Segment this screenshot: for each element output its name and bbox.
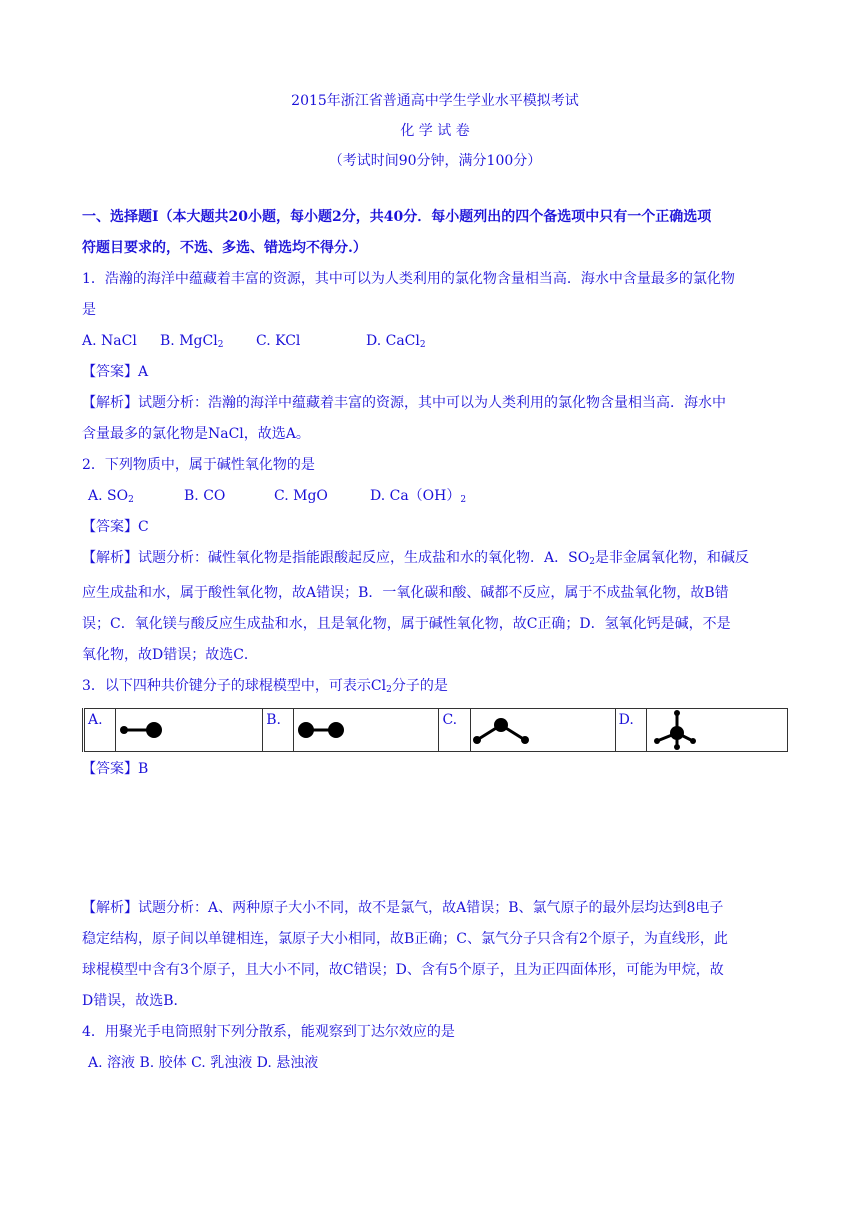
q3-label-b: B. xyxy=(263,709,294,752)
ball-stick-d-icon xyxy=(647,709,787,751)
q1-option-a: A. NaCl xyxy=(82,333,137,349)
q1-stem-line2: 是 xyxy=(82,302,96,318)
q2-analysis-line1-sub: 2 xyxy=(589,557,595,567)
q2-analysis-line4: 氧化物，故D错误；故选C． xyxy=(82,647,258,663)
q3-analysis-line2: 稳定结构，原子间以单键相连，氯原子大小相同，故B正确；C、氯气分子只含有2个原子，为直线形，此 xyxy=(82,931,728,947)
q2-option-a-sub: 2 xyxy=(128,495,134,505)
q2-analysis-line1 xyxy=(82,543,788,578)
ball-stick-b-icon xyxy=(294,709,438,751)
q1-option-b-sub: 2 xyxy=(217,340,224,350)
q2-stem: 2．下列物质中，属于碱性氧化物的是 xyxy=(82,457,315,473)
q3-label-c: C. xyxy=(439,709,470,752)
q2-option-d xyxy=(370,481,466,516)
q2-option-c: C. MgO xyxy=(274,488,328,504)
q3-analysis-line3: 球棍模型中含有3个原子，且大小不同，故C错误；D、含有5个原子，且为正四面体形，可能为甲烷，故 xyxy=(82,962,724,978)
q3-stem xyxy=(82,671,788,706)
q1-option-d-sub: 2 xyxy=(419,340,426,350)
q3-stem-text: 3．以下四种共价键分子的球棍模型中，可表示Cl xyxy=(82,678,387,694)
exam-note: （考试时间90分钟，满分100分） xyxy=(328,153,542,169)
q1-option-b xyxy=(160,326,256,361)
q1-stem-line1: 1．浩瀚的海洋中蕴藏着丰富的资源，其中可以为人类利用的氯化物含量相当高．海水中含量最多的氯化物 xyxy=(82,271,735,287)
q1-option-c: C. KCl xyxy=(256,333,301,349)
q1-analysis-line1: 【解析】试题分析：浩瀚的海洋中蕴藏着丰富的资源，其中可以为人类利用的氯化物含量相当高．海水中 xyxy=(82,395,726,411)
q1-option-b-text: B. MgCl xyxy=(160,333,218,349)
q2-option-a-text: A. SO xyxy=(88,488,129,504)
q2-option-d-sub: 2 xyxy=(460,495,467,505)
q1-answer: 【答案】A xyxy=(82,364,149,380)
q3-label-d: D. xyxy=(615,709,646,752)
q1-options xyxy=(82,326,788,357)
q3-stem-sub: 2 xyxy=(386,685,392,695)
section-heading-line1: 一、选择题Ⅰ（本大题共20小题，每小题2分，共40分．每小题列出的四个备选项中只有一个正确选项 xyxy=(82,209,712,225)
q1-analysis-line2: 含量最多的氯化物是NaCl，故选A。 xyxy=(82,426,310,442)
q3-model-d xyxy=(647,709,788,752)
q3-analysis-line4: D错误，故选B． xyxy=(82,993,188,1009)
q3-model-c xyxy=(470,709,615,752)
ball-stick-c-icon xyxy=(471,709,615,751)
section-heading-line2: 符题目要求的，不选、多选、错选均不得分.） xyxy=(82,240,367,256)
q4-options: A. 溶液 B. 胶体 C. 乳浊液 D. 悬浊液 xyxy=(88,1055,319,1071)
q2-analysis-line2: 应生成盐和水，属于酸性氧化物，故A错误；B．一氧化碳和酸、碱都不反应，属于不成盐氧化物，故B错 xyxy=(82,585,729,601)
exam-title: 2015年浙江省普通高中学生学业水平模拟考试 xyxy=(291,93,579,109)
q3-stem-rest: 分子的是 xyxy=(391,678,448,694)
subject-title: 化 学 试 卷 xyxy=(400,123,470,139)
q2-option-a xyxy=(88,481,184,516)
q3-model-table xyxy=(82,708,788,752)
q4-stem: 4．用聚光手电筒照射下列分散系，能观察到丁达尔效应的是 xyxy=(82,1024,455,1040)
q2-options xyxy=(82,481,788,512)
q3-label-a: A. xyxy=(84,709,116,752)
q3-model-a xyxy=(116,709,263,752)
q2-option-b: B. CO xyxy=(184,488,226,504)
q1-option-d-text: D. CaCl xyxy=(366,333,420,349)
q2-analysis-line1-rest: 是非金属氧化物，和碱反 xyxy=(594,550,749,566)
q2-option-d-text: D. Ca（OH） xyxy=(370,488,461,504)
exam-page xyxy=(82,86,788,1079)
q2-answer: 【答案】C xyxy=(82,519,149,535)
q1-option-d xyxy=(366,326,426,361)
q2-analysis-line1-text: 【解析】试题分析：碱性氧化物是指能跟酸起反应，生成盐和水的氧化物．A．SO xyxy=(82,550,590,566)
q2-analysis-line3: 误；C．氧化镁与酸反应生成盐和水，且是氧化物，属于碱性氧化物，故C正确；D．氢氧化钙是碱，不是 xyxy=(82,616,731,632)
q3-answer: 【答案】B xyxy=(82,761,149,777)
q3-model-b xyxy=(294,709,439,752)
q3-analysis-line1: 【解析】试题分析：A、两种原子大小不同，故不是氯气，故A错误；B、氯气原子的最外层均达到8电子 xyxy=(82,900,724,916)
ball-stick-a-icon xyxy=(116,709,262,751)
